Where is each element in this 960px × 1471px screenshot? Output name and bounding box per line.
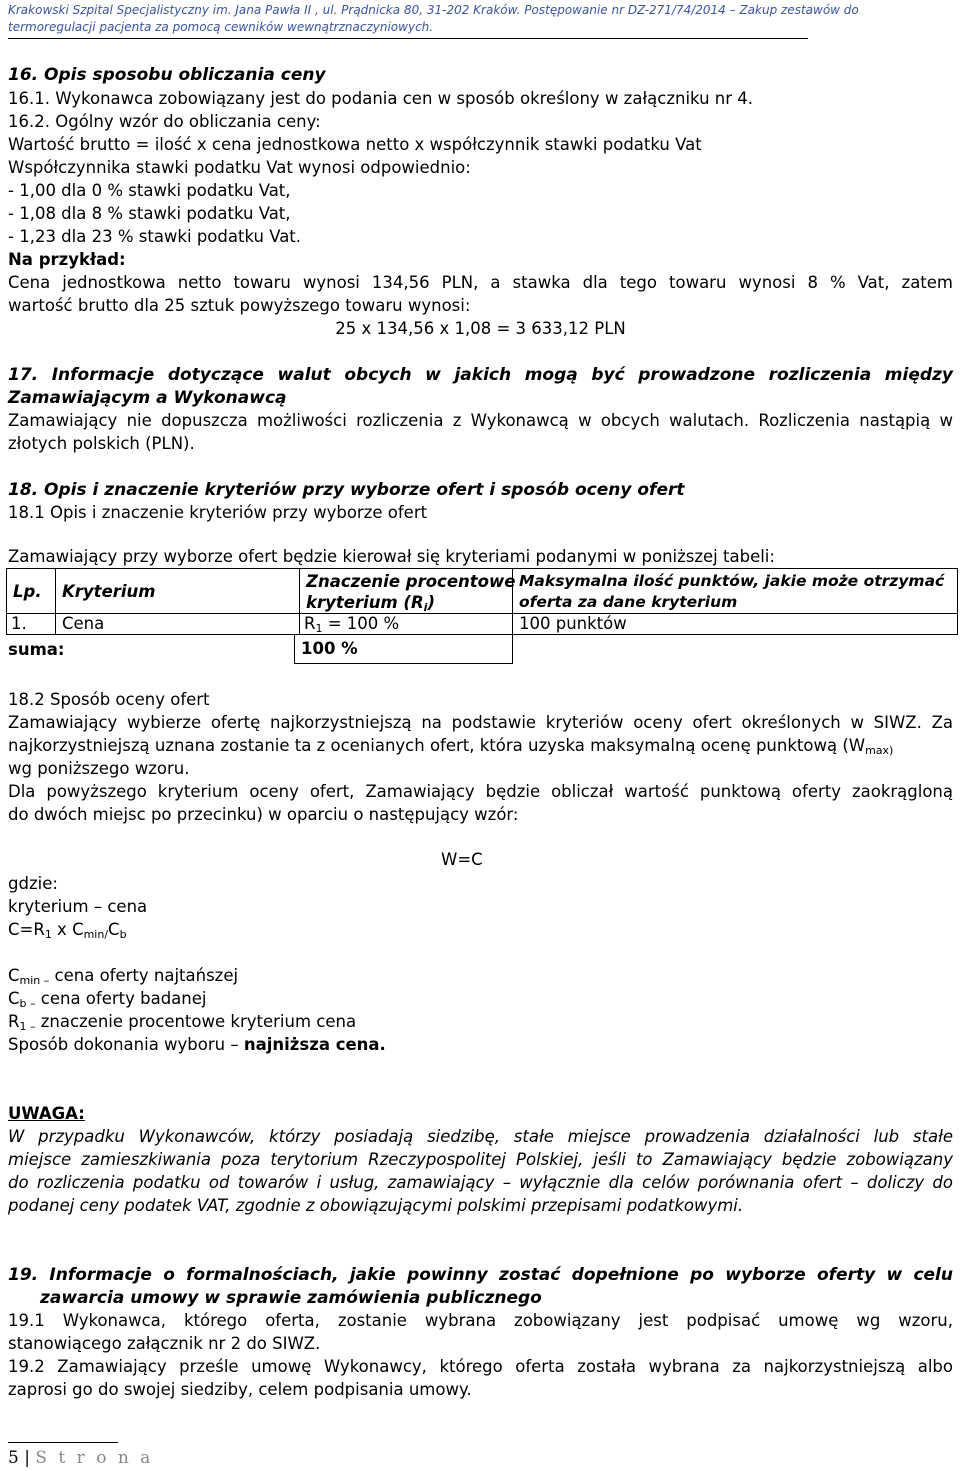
s18-intro: Zamawiający przy wyborze ofert będzie kierował się kryteriami podanymi w poniższej tabeli: [8, 547, 775, 566]
table-row-kryterium-cell [55, 613, 300, 635]
cb-sub: b – [19, 997, 36, 1010]
example-formula: 25 x 134,56 x 1,08 = 3 633,12 PLN [335, 319, 626, 338]
c-formula-b: x C [51, 920, 84, 939]
table-sum-label-cell [6, 634, 300, 664]
table-sum-value-cell [294, 634, 513, 664]
znaczenie-end: ) [427, 593, 435, 612]
s19-p2-line-2: zaprosi go do swojej siedziby, celem podpisania umowy. [8, 1380, 472, 1399]
s16-p5: - 1,00 dla 0 % stawki podatku Vat, [8, 181, 291, 200]
footer-separator: | [18, 1448, 36, 1468]
row-r-value: = 100 % [322, 614, 400, 633]
table-row-points: 100 punktów [519, 614, 627, 633]
c-formula-c: C [108, 920, 120, 939]
footer-rule [8, 1442, 118, 1443]
znaczenie-text: kryterium (R [306, 593, 424, 612]
r1-b: znaczenie procentowe kryterium cena [35, 1012, 357, 1031]
s16-p6: - 1,08 dla 8 % stawki podatku Vat, [8, 204, 291, 223]
table-header-kryterium-cell [55, 568, 300, 614]
section-18-title: 18. Opis i znaczenie kryteriów przy wyborze ofert i sposób oceny ofert [8, 480, 685, 500]
s16-p4: Współczynnika stawki podatku Vat wynosi odpowiednio: [8, 158, 471, 177]
uwaga-title: UWAGA: [8, 1104, 85, 1123]
formula-w-c: W=C [441, 850, 483, 869]
cb-a: C [8, 989, 20, 1008]
cmin-sub: min – [19, 974, 50, 987]
table-row-points-cell [512, 613, 958, 635]
section-19-title-line-1: 19. Informacje o formalnościach, jakie powinny zostać dopełnione po wyborze oferty w celu [8, 1265, 953, 1285]
cmin-a: C [8, 966, 20, 985]
table-header-max-line-2: oferta za dane kryterium [519, 593, 738, 611]
page-header: Krakowski Szpital Specjalistyczny im. Jana Pawła II , ul. Prądnicka 80, 31-202 Kraków. Postępowanie nr DZ-271/74/2014 – Zakup zestawów do termoregulacji pacjenta za pomocą cewników wewnątrznaczyniowych. [8, 3, 859, 34]
s18-p2-text: najkorzystniejszą uznana zostanie ta z ocenianych ofert, która uzyska maksymalną ocenę punktową (W [8, 736, 866, 755]
footer-label: S t r o n a [35, 1448, 154, 1468]
s18-p5: do dwóch miejsc po przecinku) w oparciu o następujący wzór: [8, 805, 519, 824]
s17-line-2: złotych polskich (PLN). [8, 434, 195, 453]
table-row-kryterium: Cena [62, 614, 105, 633]
s18-sub2: 18.2 Sposób oceny ofert [8, 690, 210, 709]
section-17-title-line-1: 17. Informacje dotyczące walut obcych w jakich mogą być prowadzone rozliczenia między [8, 365, 953, 385]
example-line-1: Cena jednostkowa netto towaru wynosi 134,56 PLN, a stawka dla tego towaru wynosi 8 % Vat, zatem [8, 273, 953, 292]
uwaga-line-1: W przypadku Wykonawców, którzy posiadają siedzibę, stałe miejsce prowadzenia działalności lub stałe [8, 1127, 953, 1146]
s17-line-1: Zamawiający nie dopuszcza możliwości rozliczenia z Wykonawcą w obcych walutach. Rozliczenia nastąpią w [8, 411, 953, 430]
cmin-def [8, 965, 953, 987]
table-header-max-cell [512, 568, 958, 614]
r1-sub: 1 – [19, 1020, 36, 1033]
cb-b: cena oferty badanej [35, 989, 207, 1008]
section-16-title: 16. Opis sposobu obliczania ceny [8, 65, 326, 85]
sposob-text: Sposób dokonania wyboru – [8, 1035, 244, 1054]
s18-sub1: 18.1 Opis i znaczenie kryteriów przy wyborze ofert [8, 503, 428, 522]
table-row-lp: 1. [11, 614, 27, 633]
r1-def [8, 1011, 953, 1033]
row-r-letter: R [304, 614, 316, 633]
s16-p3: Wartość brutto = ilość x cena jednostkowa netto x współczynnik stawki podatku Vat [8, 135, 702, 154]
table-sum-label: suma: [8, 640, 65, 659]
s19-p2-line-1: 19.2 Zamawiający prześle umowę Wykonawcy, którego oferta została wybrana za najkorzystniejszą albo [8, 1357, 953, 1376]
sposob-bold: najniższa cena. [243, 1035, 386, 1054]
row-r-sub: 1 [315, 622, 323, 635]
s16-p2: 16.2. Ogólny wzór do obliczania ceny: [8, 112, 321, 131]
section-19-title-line-2: zawarcia umowy w sprawie zamówienia publicznego [40, 1288, 542, 1308]
table-header-lp: Lp. [13, 582, 42, 601]
s16-p7: - 1,23 dla 23 % stawki podatku Vat. [8, 227, 302, 246]
page-footer [8, 1448, 153, 1468]
s18-p4: Dla powyższego kryterium oceny ofert, Zamawiający będzie obliczał wartość punktową oferty zaokrągloną [8, 782, 953, 801]
table-row-lp-cell [6, 613, 56, 635]
c-formula [8, 919, 953, 941]
example-line-2: wartość brutto dla 25 sztuk powyższego towaru wynosi: [8, 296, 471, 315]
uwaga-line-4: podanej ceny podatek VAT, zgodnie z obowiązującymi polskimi przepisami podatkowymi. [8, 1196, 744, 1215]
c-formula-sub3: b [119, 928, 127, 941]
s16-p1: 16.1. Wykonawca zobowiązany jest do podania cen w sposób określony w załączniku nr 4. [8, 89, 754, 108]
table-row-r [304, 614, 399, 633]
cb-def [8, 988, 953, 1010]
section-17-title-line-2: Zamawiającym a Wykonawcą [8, 388, 287, 408]
r1-a: R [8, 1012, 20, 1031]
s18-p2-sub: max) [865, 744, 894, 757]
s18-p2 [8, 735, 953, 757]
table-header-lp-cell [6, 568, 56, 614]
s19-p1-line-2: stanowiącego załącznik nr 2 do SIWZ. [8, 1334, 321, 1353]
table-header-znaczenie-cell [299, 568, 516, 614]
example-label: Na przykład: [8, 250, 126, 269]
sposob-wyboru [8, 1034, 953, 1056]
table-header-kryterium: Kryterium [62, 582, 156, 601]
c-formula-sub1: 1 [44, 928, 52, 941]
table-row-r-cell [299, 613, 513, 635]
table-sum-value: 100 % [301, 639, 358, 658]
header-rule [8, 38, 808, 39]
s19-p1-line-1: 19.1 Wykonawca, którego oferta, zostanie wybrana zobowiązany jest podpisać umowę wg wzoru, [8, 1311, 953, 1330]
znaczenie-sub: i [423, 601, 428, 614]
uwaga-line-2: miejsce zamieszkiwania poza terytorium Rzeczypospolitej Polskiej, jeśli to Zamawiający będzie zobowiązany [8, 1150, 953, 1169]
table-header-max-line-1: Maksymalna ilość punktów, jakie może otrzymać [519, 572, 945, 590]
uwaga-line-3: do rozliczenia podatku od towarów i usług, zamawiający – wyłącznie dla celów porównania ofert – doliczy do [8, 1173, 953, 1192]
kryterium-cena: kryterium – cena [8, 897, 148, 916]
gdzie-label: gdzie: [8, 874, 58, 893]
c-formula-a: C=R [8, 920, 45, 939]
page-number: 5 [8, 1448, 19, 1468]
s18-p3: wg poniższego wzoru. [8, 759, 190, 778]
cmin-b: cena oferty najtańszej [49, 966, 239, 985]
s18-p1: Zamawiający wybierze ofertę najkorzystniejszą na podstawie kryteriów oceny ofert określonych w SIWZ. Za [8, 713, 953, 732]
table-header-znaczenie-line-2 [306, 593, 435, 612]
table-header-znaczenie-line-1: Znaczenie procentowe [306, 572, 516, 591]
c-formula-sub2: min/ [83, 928, 109, 941]
